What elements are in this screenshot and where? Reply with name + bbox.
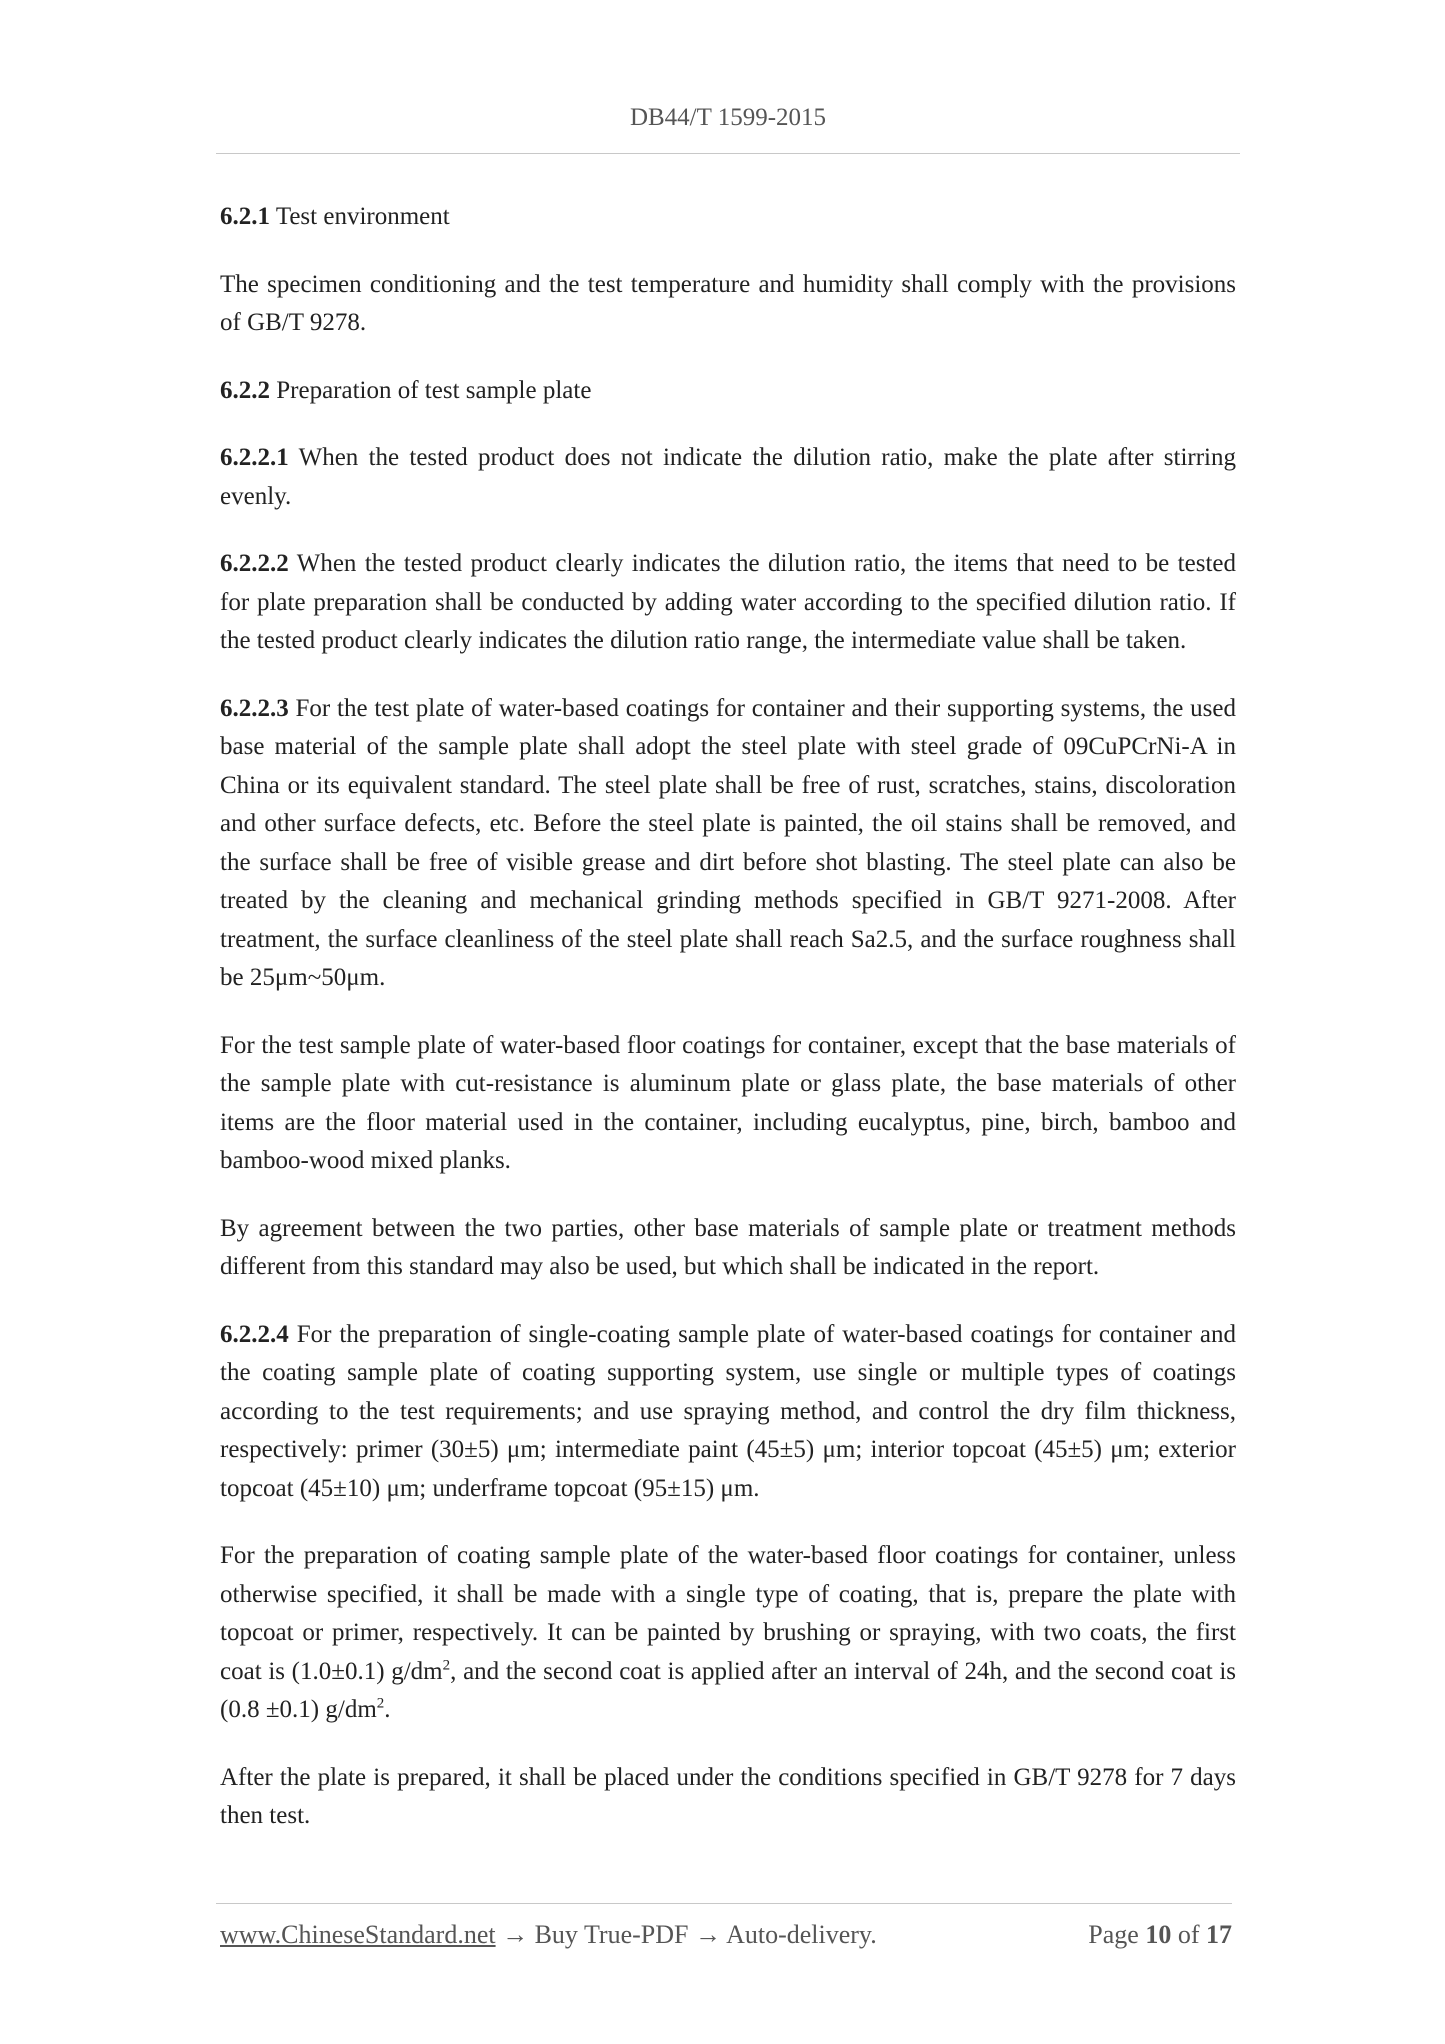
text-segment: For the preparation of coating sample plate of the water-based floor coatings for container, unless otherwise specified, it shall be made with a single type of coating, that is, prepare the plate with topcoat or primer, respectively. It can be painted by brushing or spraying, with two coats, the first coat is (1.0±0.1) g/dm [220, 1542, 1236, 1685]
paragraph-floor-coating-preparation [220, 1537, 1236, 1730]
section-title: Test environment [275, 203, 450, 230]
section-number: 6.2.2 [220, 376, 270, 404]
clause-number: 6.2.2.4 [220, 1320, 289, 1348]
clause-number: 6.2.2.1 [220, 444, 289, 471]
clause-text: When the tested product does not indicate the dilution ratio, make the plate after stirring evenly. [220, 444, 1236, 510]
website-link[interactable]: www.ChineseStandard.net [220, 1920, 496, 1949]
text-segment: , and the second coat is applied after an interval of 24h, and the second coat is (0.8 ±0.1) g/dm [220, 1657, 1236, 1723]
clause-6-2-2-3 [220, 690, 1236, 998]
clause-6-2-2-1 [220, 439, 1236, 516]
section-title: Preparation of test sample plate [276, 376, 592, 404]
section-number: 6.2.1 [220, 203, 270, 230]
clause-6-2-2-4 [220, 1316, 1236, 1509]
arrow-right-icon: → [695, 1920, 721, 1949]
clause-number: 6.2.2.2 [220, 550, 289, 577]
clause-text: For the preparation of single-coating sample plate of water-based coatings for container and the coating sample plate of coating supporting system, use single or multiple types of coatings according to the test requirements; and use spraying method, and control the dry film thickness, respectively: primer (30±5) μm; intermediate paint (45±5) μm; interior topcoat (45±5) μm; exterior topcoat (45±10) μm; underframe topcoat (95±15) μm. [220, 1320, 1237, 1502]
footer-promo [220, 1920, 877, 1950]
section-6-2-2-heading [220, 372, 1236, 411]
current-page-number: 10 [1145, 1920, 1172, 1949]
auto-delivery-text: Auto-delivery. [726, 1920, 877, 1949]
document-id-header: DB44/T 1599-2015 [629, 104, 827, 131]
buy-true-pdf-text: Buy True-PDF [534, 1920, 689, 1949]
clause-text: For the test plate of water-based coatings for container and their supporting systems, the used base material of the sample plate shall adopt the steel plate with steel grade of 09CuPCrNi-A in China or its equivalent standard. The steel plate shall be free of rust, scratches, stains, discoloration and other surface defects, etc. Before the steel plate is painted, the oil stains shall be removed, and the surface shall be free of visible grease and dirt before shot blasting. The steel plate can also be treated by the cleaning and mechanical grinding methods specified in GB/T 9271-2008. After treatment, the surface cleanliness of the steel plate shall reach Sa2.5, and the surface roughness shall be 25μm~50μm. [220, 694, 1236, 991]
clause-text: When the tested product clearly indicates the dilution ratio, the items that need to be tested for plate preparation shall be conducted by adding water according to the specified dilution ratio. If the tested product clearly indicates the dilution ratio range, the intermediate value shall be taken. [220, 550, 1236, 654]
header-divider [216, 153, 1240, 154]
clause-number: 6.2.2.3 [220, 694, 289, 722]
text-segment: . [384, 1696, 391, 1723]
superscript: 2 [442, 1657, 451, 1674]
section-6-2-1-heading [220, 198, 1236, 237]
page-indicator [1088, 1920, 1232, 1950]
superscript: 2 [376, 1695, 385, 1712]
paragraph-test-environment: The specimen conditioning and the test temperature and humidity shall comply with the provisions of GB/T 9278. [220, 270, 1236, 336]
total-pages-number: 17 [1206, 1920, 1232, 1949]
of-label: of [1177, 1920, 1200, 1949]
page-footer [220, 1920, 1232, 1960]
document-body [220, 198, 1236, 1865]
arrow-right-icon: → [502, 1920, 529, 1949]
paragraph-floor-coatings-base: For the test sample plate of water-based floor coatings for container, except that the base materials of the sample plate with cut-resistance is aluminum plate or glass plate, the base materials of other items are the floor material used in the container, including eucalyptus, pine, birch, bamboo and bamboo-wood mixed planks. [220, 1031, 1236, 1174]
footer-divider [216, 1903, 1232, 1904]
page-label: Page [1088, 1920, 1139, 1949]
paragraph-after-preparation: After the plate is prepared, it shall be placed under the conditions specified in GB/T 9278 for 7 days then test. [220, 1763, 1236, 1829]
paragraph-agreement: By agreement between the two parties, other base materials of sample plate or treatment methods different from this standard may also be used, but which shall be indicated in the report. [220, 1214, 1236, 1280]
clause-6-2-2-2 [220, 545, 1236, 661]
